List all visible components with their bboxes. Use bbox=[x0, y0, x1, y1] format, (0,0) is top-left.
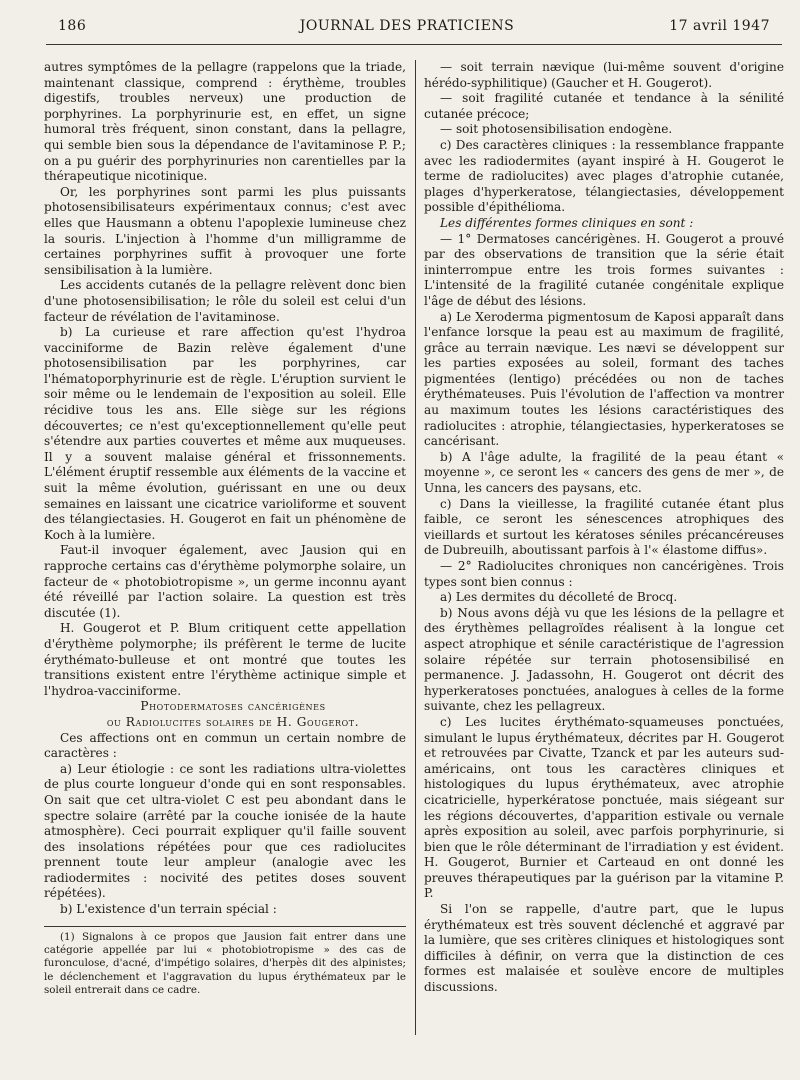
header-rule bbox=[46, 44, 782, 45]
paragraph: Ces affections ont en commun un certain nombre de caractères : bbox=[44, 730, 406, 761]
paragraph: a) Leur étiologie : ce sont les radiations ultra-violettes de plus courte longueur d'onde qui en sont responsables. On sait que cet ultra-violet C est peu abondant dans le spectre solaire (arrêté par la couche ionisée de la haute atmosphère). Ceci pourrait expliquer qu'il faille souvent des insolations répétées pour que ces radiolucites prennent toute leur ampleur (analogie avec les radiodermites : nocivité des petites doses souvent répétées). bbox=[44, 761, 406, 901]
paragraph: a) Le Xeroderma pigmentosum de Kaposi apparaît dans l'enfance lorsque la peau est au maximum de fragilité, grâce au terrain nævique. Les nævi se développent sur les parties exposées au soleil, formant des taches pigmentées (lentigo) précédées ou non de taches érythémateuses. Puis l'évolution de l'affection va montrer au maximum toutes les lésions caractéristiques des radiolucites : atrophie, télangiectasies, hyperkeratoses se cancérisant. bbox=[424, 309, 784, 449]
paragraph: b) La curieuse et rare affection qu'est l'hydroa vacciniforme de Bazin relève également d'une photosensibilisation par les porphyrines, car l'hématoporphyrinurie est de règle. L'éruption survient le soir même ou le lendemain de l'exposition au soleil. Elle récidive tous les ans. Elle siège sur les régions découvertes; ce n'est qu'exceptionnellement qu'elle peut s'étendre aux parties couvertes et même aux muqueuses. Il y a souvent malaise général et frissonnements. L'élément éruptif ressemble aux éléments de la vaccine et suit la même évolution, guérissant en une ou deux semaines en laissant une cicatrice varioliforme et souvent des télangiectasies. H. Gougerot en fait un phénomène de Koch à la lumière. bbox=[44, 325, 406, 542]
footnote: (1) Signalons à ce propos que Jausion fait entrer dans une catégorie appellée par lui « photobiotropisme » des cas de furonculose, d'acné, d'impétigo solaires, d'herpès dit des alpinistes; le déclenchement et l'aggravation du lupus érythémateux par le soleil entrerait dans ce cadre. bbox=[44, 930, 406, 997]
paragraph: Or, les porphyrines sont parmi les plus puissants photosensibilisateurs expérimentaux connus; c'est avec elles que Hausmann a obtenu l'apoplexie lumineuse chez la souris. L'injection à l'homme d'un milligramme de certaines porphyrines suffit à provoquer une forte sensibilisation à la lumière. bbox=[44, 184, 406, 277]
paragraph: Les accidents cutanés de la pellagre relèvent donc bien d'une photosensibilisation; le rôle du soleil est celui d'un facteur de révélation de l'avitaminose. bbox=[44, 278, 406, 324]
paragraph: b) Nous avons déjà vu que les lésions de la pellagre et des érythèmes pellagroïdes réalisent à la longue cet aspect atrophique et sénile caractéristique de l'agression solaire répétée sur terrain photosensibilisé en permanence. J. Jadassohn, H. Gougerot ont décrit des hyperkeratoses ponctuées, analogues à celles de la forme suivante, chez les pellagreux. bbox=[424, 605, 784, 714]
paragraph: — soit terrain nævique (lui-même souvent d'origine hérédo-syphilitique) (Gaucher et H. Gougerot). bbox=[424, 60, 784, 90]
paragraph: — 2° Radiolucites chroniques non cancérigènes. Trois types sont bien connus : bbox=[424, 559, 784, 589]
page-header bbox=[44, 18, 770, 40]
paragraph: b) L'existence d'un terrain spécial : bbox=[60, 902, 277, 917]
paragraph: — 1° Dermatoses cancérigènes. H. Gougerot a prouvé par des observations de transition que la série était ininterrompue entre les trois formes suivantes : L'intensité de la fragilité cutanée congénitale explique l'âge de début des lésions. bbox=[424, 231, 784, 308]
footnote-rule bbox=[44, 926, 406, 927]
issue-date: 17 avril 1947 bbox=[669, 18, 770, 34]
paragraph: c) Dans la vieillesse, la fragilité cutanée étant plus faible, ce seront les sénescences atrophiques des vieillards et surtout les kératoses séniles précancéreuses de Dubreuilh, aboutissant parfois à l'« élastome diffus». bbox=[424, 496, 784, 558]
paragraph: c) Des caractères cliniques : la ressemblance frappante avec les radiodermites (ayant inspiré à H. Gougerot le terme de radiolucites) avec plages d'atrophie cutanée, plages d'hyperkeratose, télangiectasies, développement possible d'épithélioma. bbox=[424, 137, 784, 215]
paragraph: a) Les dermites du décolleté de Brocq. bbox=[440, 590, 678, 605]
paragraph: b) A l'âge adulte, la fragilité de la peau étant « moyenne », ce seront les « cancers des gens de mer », de Unna, les cancers des paysans, etc. bbox=[424, 449, 784, 496]
page-number: 186 bbox=[58, 18, 87, 34]
paragraph: Les différentes formes cliniques en sont : bbox=[440, 215, 694, 230]
section-heading: Photodermatoses cancérigènes bbox=[140, 699, 326, 714]
paragraph: c) Les lucites érythémato-squameuses ponctuées, simulant le lupus érythémateux, décrites par H. Gougerot et retrouvées par Civatte, Tzanck et par les auteurs sud-américains, ont tous les caractères cliniques et histologiques du lupus érythémateux, avec atrophie cicatricielle, hyperkératose ponctuée, mais siégeant sur les régions découvertes, d'apparition estivale ou vernale après exposition au soleil, avec parfois porphyrinurie, si bien que le rôle déterminant de l'irradiation y est évident. H. Gougerot, Burnier et Carteaud en ont donné les preuves thérapeutiques par la guérison par la vitamine P. P. bbox=[424, 714, 784, 901]
paragraph: Faut-il invoquer également, avec Jausion qui en rapproche certains cas d'érythème polymorphe solaire, un facteur de « photobiotropisme », un germe inconnu ayant été réveillé par l'action solaire. La question est très discutée (1). bbox=[44, 543, 406, 620]
journal-title: JOURNAL DES PRATICIENS bbox=[299, 18, 515, 34]
paragraph: Si l'on se rappelle, d'autre part, que le lupus érythémateux est très souvent déclenché et aggravé par la lumière, que ses critères cliniques et histologiques sont difficiles à définir, on verra que la distinction de ces formes est malaisée et soulève encore de multiples discussions. bbox=[424, 902, 784, 995]
left-column bbox=[44, 60, 406, 998]
paragraph: — soit fragilité cutanée et tendance à la sénilité cutanée précoce; bbox=[424, 91, 784, 121]
right-column bbox=[424, 60, 784, 996]
paragraph: H. Gougerot et P. Blum critiquent cette appellation d'érythème polymorphe; ils préfèrent le terme de lucite érythémato-bulleuse et ont montré que toutes les transitions existent entre l'érythème actinique simple et l'hydroa-vacciniforme. bbox=[44, 621, 406, 698]
section-heading-sub: ou Radiolucites solaires de H. Gougerot. bbox=[106, 714, 360, 729]
paragraph: — soit photosensibilisation endogène. bbox=[440, 122, 673, 137]
column-divider bbox=[415, 60, 416, 1035]
paragraph: autres symptômes de la pellagre (rappelons que la triade, maintenant classique, comprend : érythème, troubles digestifs, troubles nerveux) une production de porphyrines. La porphyrinurie est, en effet, un signe humoral très fréquent, sinon constant, dans la pellagre, qui semble bien sous la dépendance de l'avitaminose P. P.; on a pu guérir des porphyrinuries non carentielles par la thérapeutique nicotinique. bbox=[44, 60, 406, 184]
